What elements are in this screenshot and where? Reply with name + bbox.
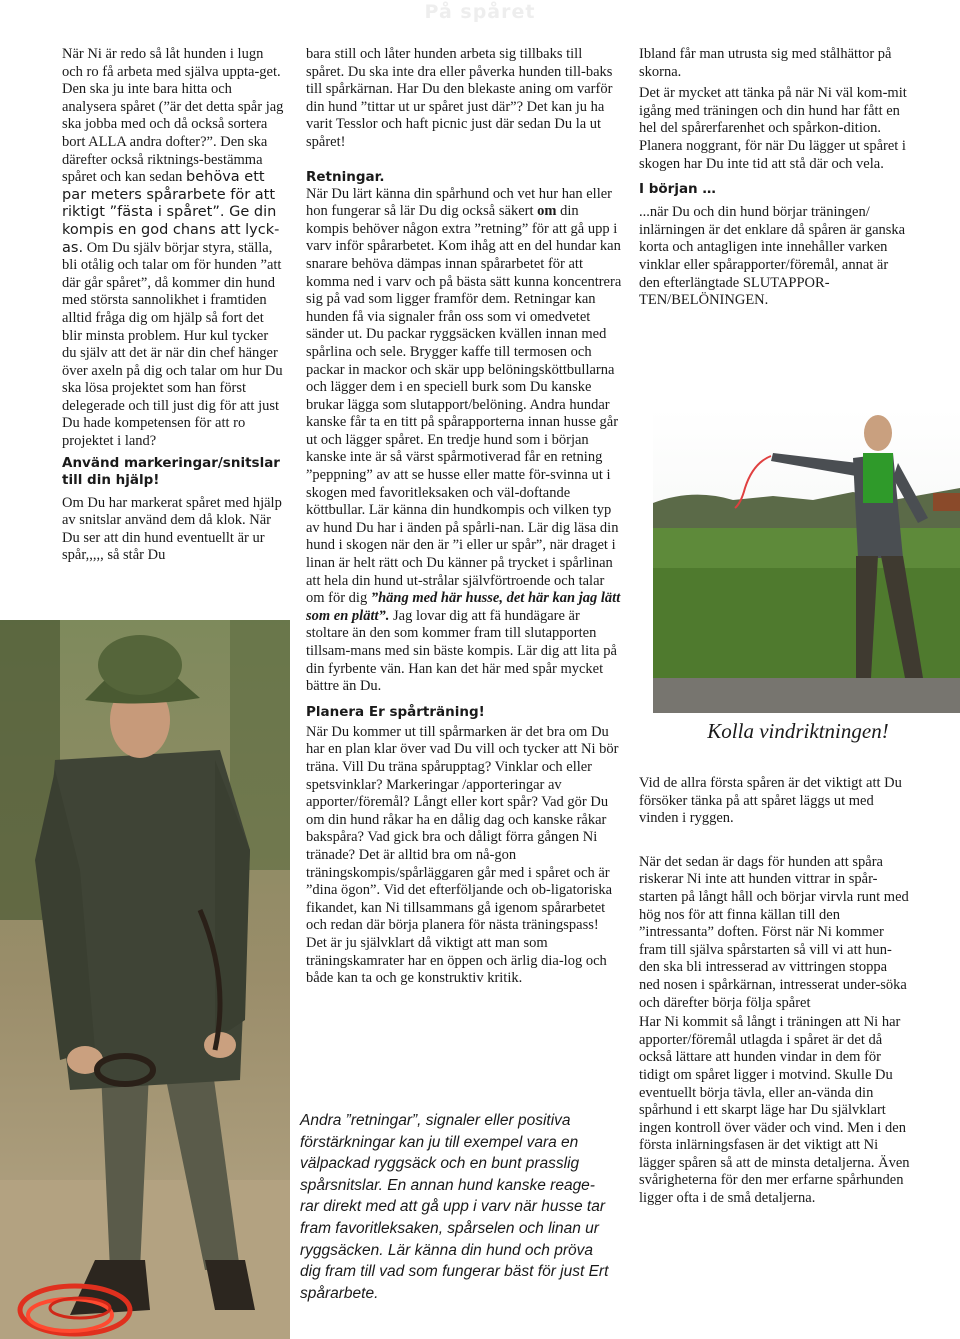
col1-p2: Om Du har markerat spåret med hjälp av snitslar använd dem då klok. När Du ser att din hund eventuellt är ur spår,,,,, så står Du	[62, 494, 282, 564]
col2-p1: bara still och låter hunden arbeta sig tillbaks till spåret. Du ska inte dra eller påverka hunden till-baks till spårkärnan. Har Du den blekaste aning om varför din hund ”tittar ut ur spåret just där”? Det kan ju ha varit Tesslor och haft picnic just där sedan Du la ut spåret!	[306, 46, 613, 150]
col3-heading: I början …	[639, 181, 716, 198]
photo-man-with-tracking-line	[0, 620, 290, 1339]
column-2	[306, 46, 622, 988]
page-header: På spåret	[424, 1, 536, 23]
col3-p4: Vid de allra första spåren är det viktigt att Du försöker tänka på att spåret läggs ut med vinden i ryggen.	[639, 775, 902, 827]
photo-man-illustration	[0, 620, 290, 1339]
col1-p1-rest: Om Du själv börjar styra, ställa, bli otålig och talar om för hunden ”att där går spåret”, då kommer din hund med största sannolikhet i framtiden alltid fråga dig om hjälp så fort det blir minsta problem. Hur kul tycker du själv att det är när din chef hänger över axeln på dig och talar om hur Du ska lösa projektet som han först delegerade och till just dig för att just Du hade kompetensen för att ro projektet i land?	[62, 239, 283, 450]
column-1	[62, 46, 284, 565]
pull-quote: Andra ”retningar”, signaler eller positiva förstärkningar kan ju till exempel vara en välpackad ryggsäck och en bunt prasslig spårsnitslar. En annan hund kanske reage-rar direkt med att gå upp i varv när husse tar fram favoritleksaken, spårselen och linan ur ryggsäcken. Lär känna din hund och pröva dig fram till vad som fungerar bäst för just Ert spårarbete.	[300, 1112, 609, 1302]
col2-p2-bold: om	[537, 203, 557, 220]
photo-wind-check-field	[653, 408, 960, 713]
col1-paragraph	[62, 46, 284, 451]
col2-heading-planera: Planera Er spårträning!	[306, 703, 485, 720]
col2-p2-c: Jag lovar dig att fä hundägare är stoltare än den som kommer fram till slutapporten tillsam-mans med sin bäste kompis. Lär dig att lita på din fyrbente vän. Han kan det här med spår mycket bättre än Du.	[306, 607, 617, 695]
col2-p2-a: När Du lärt känna din spårhund och vet hur han eller hon fungerar så lär Du dig också säkert	[306, 185, 613, 220]
col2-paragraph-retningar	[306, 186, 622, 696]
column-3	[639, 46, 909, 310]
col3-p2: Det är mycket att tänka på när Ni väl kom-mit igång med träningen och din hund har fått en hel del spårerfarenhet och spårkon-dition. Planera noggrant, för när Du lägger ut spåret i skogen har Du inte tid att stå där och vela.	[639, 85, 907, 172]
column-3-lower	[639, 775, 911, 1208]
col3-p1: Ibland får man utrusta sig med stålhättor på skorna.	[639, 46, 892, 80]
col3-p6: Har Ni kommit så långt i träningen att Ni har apporter/föremål utlagda i spåret är det då också lättare att hunden vindar in dem för tidigt om spåret ligger i motvind. Skulle Du eventuellt börja tävla, eller an-vända din spårhund i ett skarpt läge har Du självklart ingen kontroll över väder och vind. Men i den första inlärningsfasen är det viktigt att Ni lägger spåren så att de minsta detaljerna. Även svårigheterna för den mer erfarne spårhunden ligger ofta i de små detaljerna.	[639, 1014, 910, 1207]
col2-p2-b: din kompis behöver någon extra ”retning” för att gå upp i varv inför spårarbetet. Kom ihåg att en del hundar kan snarare behöva dämpas innan spårarbetet för att komma ned i varv och på bästa sätt kunna koncentrera sig på vad som ligger framför dem. Retningar kan hunden få via signaler från oss som vi omedvetet sänder ut. Du packar ryggsäcken kvällen innan med spårlina och sele. Brygger kaffe till termosen och packar in mackor och skär upp belöningsköttbullarna och lägger dem i en speciell burk som Du kanske brukar lägga som slutapport/belöning. Andra hundar kanske får ta en titt på spårapporterna innan husse går ut och lägger spåret. En tredje hund som i början kanske inte är så värst spårmotiverad får en retning ”peppning” av att se husse eller matte för-svinna ut i skogen med favoritleksaken och väl-doftande köttbullar. Lär känna din hundkompis och vilken typ av hund Du har i änden på spårli-nan. Lär dig läsa din hund i skogen när den är ”i eller ur spår”, när draget i linan är helt rätt och Du känner på trycket i spårlinan att hela din hund ut-strålar självförtroende och talar om för dig	[306, 203, 622, 607]
col2-heading-retningar: Retningar.	[306, 168, 385, 185]
col2-p2-quote: ”häng med här husse, det här kan jag lätt som en plätt”.	[306, 590, 621, 624]
col1-heading: Använd markeringar/snitslar till din hjälp!	[62, 454, 280, 488]
photo-field-illustration	[653, 408, 960, 713]
col2-p3: När Du kommer ut till spårmarken är det bra om Du har en plan klar över vad Du vill och tycker att Ni bör träna. Vill Du träna spårupptag? Vinklar och eller spetsvinklar? Markeringar /apporteringar av apporter/föremål? Långt eller kort spår? Vad gör Du om din hund råkar ha en dålig dag och kanske råkar bakspåra? Vad gick bra och dåligt förra gången Ni tränade? Det är alltid bra om nå-gon träningskompis/spårläggaren går med i spåret och är ”dina ögon”. Vid det efterföljande och ob-ligatoriska fikandet, kan Ni tillsammans gå igenom spårarbetet och redan där börja planera för nästa träningspass! Det är ju självklart då viktigt att man som träningskamrater har en öppen och ärlig dia-log och både kan ta och ge konstruktiv kritik.	[306, 723, 619, 987]
col1-p1: När Ni är redo så låt hunden i lugn och ro få arbeta med själva uppta-get. Den ska ju inte bara hitta och analysera spåret (”är det detta spår jag ska jobba med och då också sortera bort ALLA andra dofter?”. Den ska därefter också riktnings-bestämma spåret och kan sedan	[62, 46, 284, 186]
photo-caption: Kolla vindriktningen!	[707, 719, 889, 743]
col1-p1-sans: behöva ett par meters spårarbete för att riktigt ”fästa i spåret”. Ge din kompis en god chans att lyck-as.	[62, 169, 280, 256]
col3-p5: När det sedan är dags för hunden att spåra riskerar Ni inte att hunden vittrar in spår-starten på långt håll och börjar virvla runt med hög nos för att finna källan till den ”intressanta” doften. Först när Ni kommer fram till själva spårstarten så vill vi att hun-den ska bli intresserad av vittringen stoppa ned nosen i spårkärnan, intresserat under-söka och därefter börja följa spåret	[639, 853, 909, 1011]
col3-p3: ...när Du och din hund börjar träningen/ inlärningen är det enklare då spåren är ganska korta och antagligen inte innehåller varken vinklar eller spårapporter/föremål, annat är den efterlängtade SLUTAPPOR-TEN/BELÖNINGEN.	[639, 204, 906, 309]
